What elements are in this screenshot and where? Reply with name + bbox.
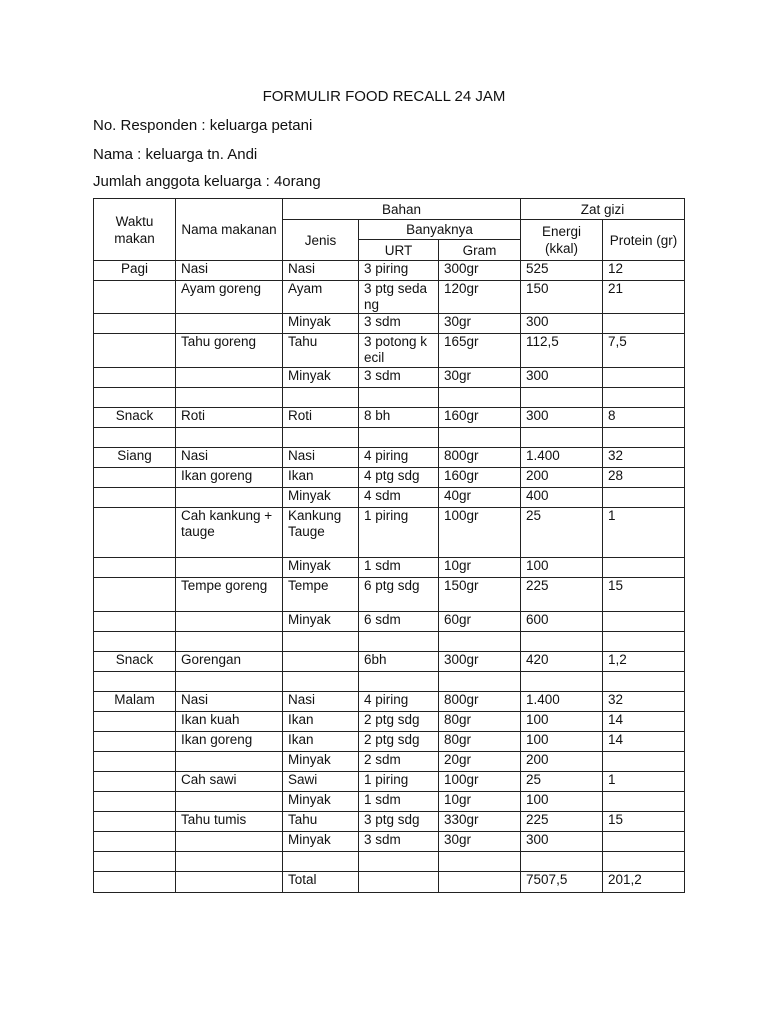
header-zat-gizi: Zat gizi xyxy=(521,199,685,220)
cell-energi: 150 xyxy=(521,281,603,314)
table-row xyxy=(94,752,685,772)
cell-urt xyxy=(359,388,439,408)
table-row xyxy=(94,612,685,632)
cell-waktu xyxy=(94,281,176,314)
cell-energi: 100 xyxy=(521,792,603,812)
cell-urt: 4 piring xyxy=(359,692,439,712)
cell-energi: 525 xyxy=(521,261,603,281)
cell-jenis: Minyak xyxy=(283,368,359,388)
cell-energi: 420 xyxy=(521,652,603,672)
cell-waktu xyxy=(94,508,176,558)
cell-jenis: Ikan xyxy=(283,468,359,488)
cell-urt: 1 piring xyxy=(359,772,439,792)
cell-nama: Ikan kuah xyxy=(176,712,283,732)
cell-jenis: Minyak xyxy=(283,832,359,852)
table-row xyxy=(94,508,685,558)
cell-waktu xyxy=(94,632,176,652)
cell-jenis: Ayam xyxy=(283,281,359,314)
table-row xyxy=(94,732,685,752)
cell-waktu xyxy=(94,368,176,388)
cell-protein xyxy=(603,852,685,872)
cell-nama: Gorengan xyxy=(176,652,283,672)
total-empty-3 xyxy=(359,872,439,893)
cell-urt: 3 sdm xyxy=(359,368,439,388)
cell-gram: 800gr xyxy=(439,692,521,712)
cell-energi: 100 xyxy=(521,558,603,578)
cell-jenis: Nasi xyxy=(283,448,359,468)
table-row xyxy=(94,812,685,832)
cell-gram: 330gr xyxy=(439,812,521,832)
cell-nama: Roti xyxy=(176,408,283,428)
cell-energi: 225 xyxy=(521,812,603,832)
cell-gram: 80gr xyxy=(439,712,521,732)
cell-protein: 28 xyxy=(603,468,685,488)
cell-energi: 300 xyxy=(521,832,603,852)
cell-gram xyxy=(439,672,521,692)
table-row xyxy=(94,334,685,368)
cell-gram xyxy=(439,428,521,448)
cell-gram: 300gr xyxy=(439,652,521,672)
cell-urt: 4 ptg sdg xyxy=(359,468,439,488)
cell-waktu xyxy=(94,852,176,872)
table-row xyxy=(94,632,685,652)
table-row xyxy=(94,488,685,508)
table-row xyxy=(94,652,685,672)
cell-urt: 6 ptg sdg xyxy=(359,578,439,612)
cell-protein: 12 xyxy=(603,261,685,281)
cell-nama xyxy=(176,792,283,812)
cell-energi: 300 xyxy=(521,368,603,388)
cell-protein xyxy=(603,428,685,448)
total-energi: 7507,5 xyxy=(521,872,603,893)
cell-jenis xyxy=(283,852,359,872)
cell-energi: 100 xyxy=(521,732,603,752)
cell-protein xyxy=(603,388,685,408)
cell-protein: 14 xyxy=(603,712,685,732)
cell-nama: Tahu goreng xyxy=(176,334,283,368)
cell-urt: 2 ptg sdg xyxy=(359,732,439,752)
cell-jenis xyxy=(283,388,359,408)
cell-jenis: Ikan xyxy=(283,712,359,732)
cell-nama xyxy=(176,558,283,578)
cell-jenis xyxy=(283,652,359,672)
cell-nama xyxy=(176,832,283,852)
cell-urt: 4 piring xyxy=(359,448,439,468)
cell-protein: 1 xyxy=(603,508,685,558)
cell-protein xyxy=(603,632,685,652)
cell-nama: Ikan goreng xyxy=(176,468,283,488)
cell-jenis xyxy=(283,632,359,652)
cell-nama xyxy=(176,314,283,334)
cell-jenis: Minyak xyxy=(283,488,359,508)
total-protein: 201,2 xyxy=(603,872,685,893)
cell-jenis xyxy=(283,672,359,692)
cell-gram: 800gr xyxy=(439,448,521,468)
cell-gram: 165gr xyxy=(439,334,521,368)
cell-energi xyxy=(521,428,603,448)
cell-waktu xyxy=(94,428,176,448)
cell-gram: 40gr xyxy=(439,488,521,508)
cell-jenis: Minyak xyxy=(283,792,359,812)
cell-gram: 120gr xyxy=(439,281,521,314)
cell-nama xyxy=(176,632,283,652)
cell-energi: 112,5 xyxy=(521,334,603,368)
table-row xyxy=(94,261,685,281)
table-row xyxy=(94,578,685,612)
cell-waktu xyxy=(94,672,176,692)
cell-nama: Cah sawi xyxy=(176,772,283,792)
cell-urt xyxy=(359,632,439,652)
cell-waktu xyxy=(94,314,176,334)
cell-nama xyxy=(176,852,283,872)
cell-urt: 6 sdm xyxy=(359,612,439,632)
cell-energi: 1.400 xyxy=(521,692,603,712)
cell-nama: Ikan goreng xyxy=(176,732,283,752)
cell-protein: 1,2 xyxy=(603,652,685,672)
cell-jenis: Nasi xyxy=(283,692,359,712)
cell-urt xyxy=(359,852,439,872)
table-row xyxy=(94,368,685,388)
cell-nama xyxy=(176,672,283,692)
cell-protein xyxy=(603,672,685,692)
cell-gram: 30gr xyxy=(439,314,521,334)
cell-energi xyxy=(521,632,603,652)
cell-energi: 200 xyxy=(521,752,603,772)
cell-protein: 32 xyxy=(603,692,685,712)
page-title: FORMULIR FOOD RECALL 24 JAM xyxy=(262,88,506,105)
cell-waktu xyxy=(94,558,176,578)
cell-nama xyxy=(176,368,283,388)
cell-waktu xyxy=(94,468,176,488)
cell-urt: 3 sdm xyxy=(359,314,439,334)
cell-protein xyxy=(603,368,685,388)
cell-waktu xyxy=(94,334,176,368)
cell-urt: 3 ptg sdg xyxy=(359,812,439,832)
cell-urt: 2 ptg sdg xyxy=(359,712,439,732)
cell-energi: 300 xyxy=(521,314,603,334)
cell-gram: 30gr xyxy=(439,368,521,388)
header-nama-makanan: Nama makanan xyxy=(176,199,283,261)
header-jenis: Jenis xyxy=(283,220,359,261)
cell-gram: 30gr xyxy=(439,832,521,852)
cell-nama: Tahu tumis xyxy=(176,812,283,832)
cell-urt: 1 sdm xyxy=(359,558,439,578)
cell-nama xyxy=(176,488,283,508)
cell-energi: 1.400 xyxy=(521,448,603,468)
cell-jenis: Minyak xyxy=(283,314,359,334)
cell-gram: 160gr xyxy=(439,468,521,488)
header-banyaknya: Banyaknya xyxy=(359,220,521,240)
total-empty-2 xyxy=(176,872,283,893)
table-row xyxy=(94,448,685,468)
cell-gram: 100gr xyxy=(439,772,521,792)
cell-urt: 1 sdm xyxy=(359,792,439,812)
cell-gram: 300gr xyxy=(439,261,521,281)
cell-waktu xyxy=(94,732,176,752)
cell-waktu xyxy=(94,772,176,792)
cell-gram xyxy=(439,388,521,408)
cell-protein xyxy=(603,558,685,578)
cell-waktu xyxy=(94,812,176,832)
cell-jenis: Sawi xyxy=(283,772,359,792)
cell-nama: Nasi xyxy=(176,692,283,712)
cell-nama xyxy=(176,388,283,408)
cell-jenis: Kankung Tauge xyxy=(283,508,359,558)
cell-gram: 150gr xyxy=(439,578,521,612)
table-row xyxy=(94,468,685,488)
cell-urt: 1 piring xyxy=(359,508,439,558)
cell-protein: 15 xyxy=(603,578,685,612)
cell-urt xyxy=(359,428,439,448)
cell-energi: 25 xyxy=(521,772,603,792)
cell-nama: Tempe goreng xyxy=(176,578,283,612)
cell-protein: 7,5 xyxy=(603,334,685,368)
cell-jenis xyxy=(283,428,359,448)
cell-jenis: Ikan xyxy=(283,732,359,752)
table-row xyxy=(94,792,685,812)
cell-urt: 4 sdm xyxy=(359,488,439,508)
table-row xyxy=(94,772,685,792)
cell-gram xyxy=(439,852,521,872)
table-row xyxy=(94,692,685,712)
total-label: Total xyxy=(283,872,359,893)
cell-nama: Nasi xyxy=(176,261,283,281)
table-row xyxy=(94,428,685,448)
cell-energi: 100 xyxy=(521,712,603,732)
cell-protein: 21 xyxy=(603,281,685,314)
cell-protein: 8 xyxy=(603,408,685,428)
cell-nama: Ayam goreng xyxy=(176,281,283,314)
table-row xyxy=(94,558,685,578)
cell-urt: 6bh xyxy=(359,652,439,672)
header-gram: Gram xyxy=(439,240,521,261)
cell-protein: 14 xyxy=(603,732,685,752)
table-row xyxy=(94,314,685,334)
cell-jenis: Minyak xyxy=(283,752,359,772)
cell-gram: 60gr xyxy=(439,612,521,632)
cell-jenis: Tempe xyxy=(283,578,359,612)
cell-urt: 3 ptg sedang xyxy=(359,281,439,314)
cell-energi: 200 xyxy=(521,468,603,488)
cell-protein: 15 xyxy=(603,812,685,832)
cell-gram: 160gr xyxy=(439,408,521,428)
cell-protein xyxy=(603,792,685,812)
cell-jenis: Minyak xyxy=(283,558,359,578)
cell-urt xyxy=(359,672,439,692)
cell-gram: 10gr xyxy=(439,558,521,578)
cell-energi: 400 xyxy=(521,488,603,508)
header-waktu-makan: Waktu makan xyxy=(94,199,176,261)
cell-protein xyxy=(603,832,685,852)
cell-gram: 20gr xyxy=(439,752,521,772)
cell-waktu xyxy=(94,792,176,812)
table-row xyxy=(94,852,685,872)
cell-energi: 600 xyxy=(521,612,603,632)
cell-energi: 300 xyxy=(521,408,603,428)
total-empty-4 xyxy=(439,872,521,893)
cell-nama xyxy=(176,428,283,448)
cell-jenis: Nasi xyxy=(283,261,359,281)
table-row xyxy=(94,832,685,852)
household-size: Jumlah anggota keluarga : 4orang xyxy=(93,173,321,190)
cell-energi: 25 xyxy=(521,508,603,558)
cell-protein xyxy=(603,488,685,508)
total-row xyxy=(94,872,685,893)
cell-energi: 225 xyxy=(521,578,603,612)
cell-nama xyxy=(176,612,283,632)
cell-waktu xyxy=(94,712,176,732)
cell-waktu xyxy=(94,752,176,772)
cell-urt: 3 piring xyxy=(359,261,439,281)
cell-jenis: Tahu xyxy=(283,334,359,368)
cell-waktu: Snack xyxy=(94,652,176,672)
cell-waktu xyxy=(94,488,176,508)
cell-urt: 3 sdm xyxy=(359,832,439,852)
cell-gram: 100gr xyxy=(439,508,521,558)
cell-energi xyxy=(521,852,603,872)
cell-waktu xyxy=(94,578,176,612)
header-urt: URT xyxy=(359,240,439,261)
cell-waktu: Malam xyxy=(94,692,176,712)
header-energi: Energi (kkal) xyxy=(521,220,603,261)
table-row xyxy=(94,712,685,732)
cell-jenis: Tahu xyxy=(283,812,359,832)
cell-jenis: Minyak xyxy=(283,612,359,632)
cell-urt: 2 sdm xyxy=(359,752,439,772)
cell-protein xyxy=(603,314,685,334)
cell-urt: 3 potong kecil xyxy=(359,334,439,368)
food-recall-table xyxy=(93,198,685,893)
cell-nama xyxy=(176,752,283,772)
cell-waktu: Snack xyxy=(94,408,176,428)
cell-nama: Nasi xyxy=(176,448,283,468)
respondent-name: Nama : keluarga tn. Andi xyxy=(93,146,258,163)
cell-protein: 32 xyxy=(603,448,685,468)
respondent-number: No. Responden : keluarga petani xyxy=(93,117,313,134)
table-body xyxy=(94,261,685,872)
cell-gram: 10gr xyxy=(439,792,521,812)
header-protein: Protein (gr) xyxy=(603,220,685,261)
table-row xyxy=(94,388,685,408)
cell-energi xyxy=(521,672,603,692)
cell-gram: 80gr xyxy=(439,732,521,752)
cell-protein xyxy=(603,752,685,772)
cell-gram xyxy=(439,632,521,652)
cell-waktu: Siang xyxy=(94,448,176,468)
cell-waktu xyxy=(94,388,176,408)
table-row xyxy=(94,281,685,314)
cell-waktu xyxy=(94,612,176,632)
header-bahan: Bahan xyxy=(283,199,521,220)
cell-waktu: Pagi xyxy=(94,261,176,281)
cell-protein: 1 xyxy=(603,772,685,792)
cell-nama: Cah kankung + tauge xyxy=(176,508,283,558)
table-row xyxy=(94,672,685,692)
cell-protein xyxy=(603,612,685,632)
table-row xyxy=(94,408,685,428)
cell-waktu xyxy=(94,832,176,852)
cell-jenis: Roti xyxy=(283,408,359,428)
cell-urt: 8 bh xyxy=(359,408,439,428)
cell-energi xyxy=(521,388,603,408)
total-empty-1 xyxy=(94,872,176,893)
